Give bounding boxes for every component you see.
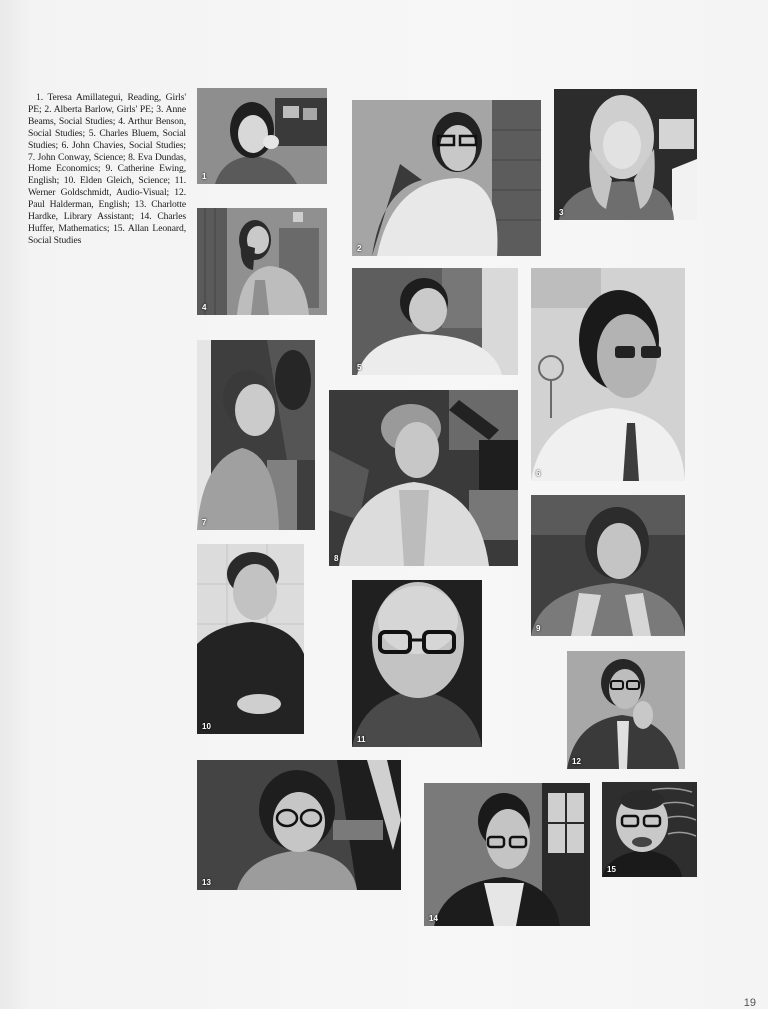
photo-15 — [602, 782, 697, 877]
portrait-image — [602, 782, 697, 877]
photo-7 — [197, 340, 315, 530]
photo-number: 12 — [572, 757, 581, 766]
photo-number: 3 — [559, 208, 564, 217]
photo-number: 10 — [202, 722, 211, 731]
portrait-image — [531, 268, 685, 481]
photo-number: 2 — [357, 244, 362, 253]
portrait-image — [531, 495, 685, 636]
photo-number: 9 — [536, 624, 541, 633]
photo-11 — [352, 580, 482, 747]
page-number: 19 — [743, 997, 756, 1009]
portrait-image — [197, 544, 304, 734]
photo-number: 15 — [607, 865, 616, 874]
photo-number: 7 — [202, 518, 207, 527]
photo-4 — [197, 208, 327, 315]
photo-8 — [329, 390, 518, 566]
portrait-image — [424, 783, 590, 926]
photo-number: 11 — [357, 735, 366, 744]
faculty-caption: 1. Teresa Amillategui, Reading, Girls' PE; 2. Alberta Barlow, Girls' PE; 3. Anne Beams, Social Studies; 4. Arthur Benson, Social Studies; 5. Charles Bluem, Social Studies; 6. John Chavies, Social Studies; 7. John Conway, Science; 8. Eva Dundas, Home Economics; 9. Catherine Ewing, English; 10. Elden Gleich, Science; 11. Werner Goldschmidt, Audio-Visual; 12. Paul Halderman, English; 13. Charlotte Hardke, Library Assistant; 14. Charles Huffer, Mathematics; 15. Allan Leonard, Social Studies — [28, 92, 186, 246]
photo-number: 13 — [202, 878, 211, 887]
photo-2 — [352, 100, 541, 256]
photo-number: 1 — [202, 172, 207, 181]
portrait-image — [352, 268, 518, 375]
portrait-image — [197, 208, 327, 315]
photo-number: 6 — [536, 469, 541, 478]
portrait-image — [197, 88, 327, 184]
photo-5 — [352, 268, 518, 375]
photo-6 — [531, 268, 685, 481]
photo-number: 5 — [357, 363, 362, 372]
photo-number: 8 — [334, 554, 339, 563]
portrait-image — [567, 651, 685, 769]
portrait-image — [329, 390, 518, 566]
photo-10 — [197, 544, 304, 734]
portrait-image — [352, 100, 541, 256]
photo-12 — [567, 651, 685, 769]
photo-14 — [424, 783, 590, 926]
photo-1 — [197, 88, 327, 184]
photo-3 — [554, 89, 697, 220]
photo-13 — [197, 760, 401, 890]
portrait-image — [352, 580, 482, 747]
photo-9 — [531, 495, 685, 636]
portrait-image — [197, 340, 315, 530]
photo-number: 4 — [202, 303, 207, 312]
portrait-image — [197, 760, 401, 890]
portrait-image — [554, 89, 697, 220]
photo-number: 14 — [429, 914, 438, 923]
